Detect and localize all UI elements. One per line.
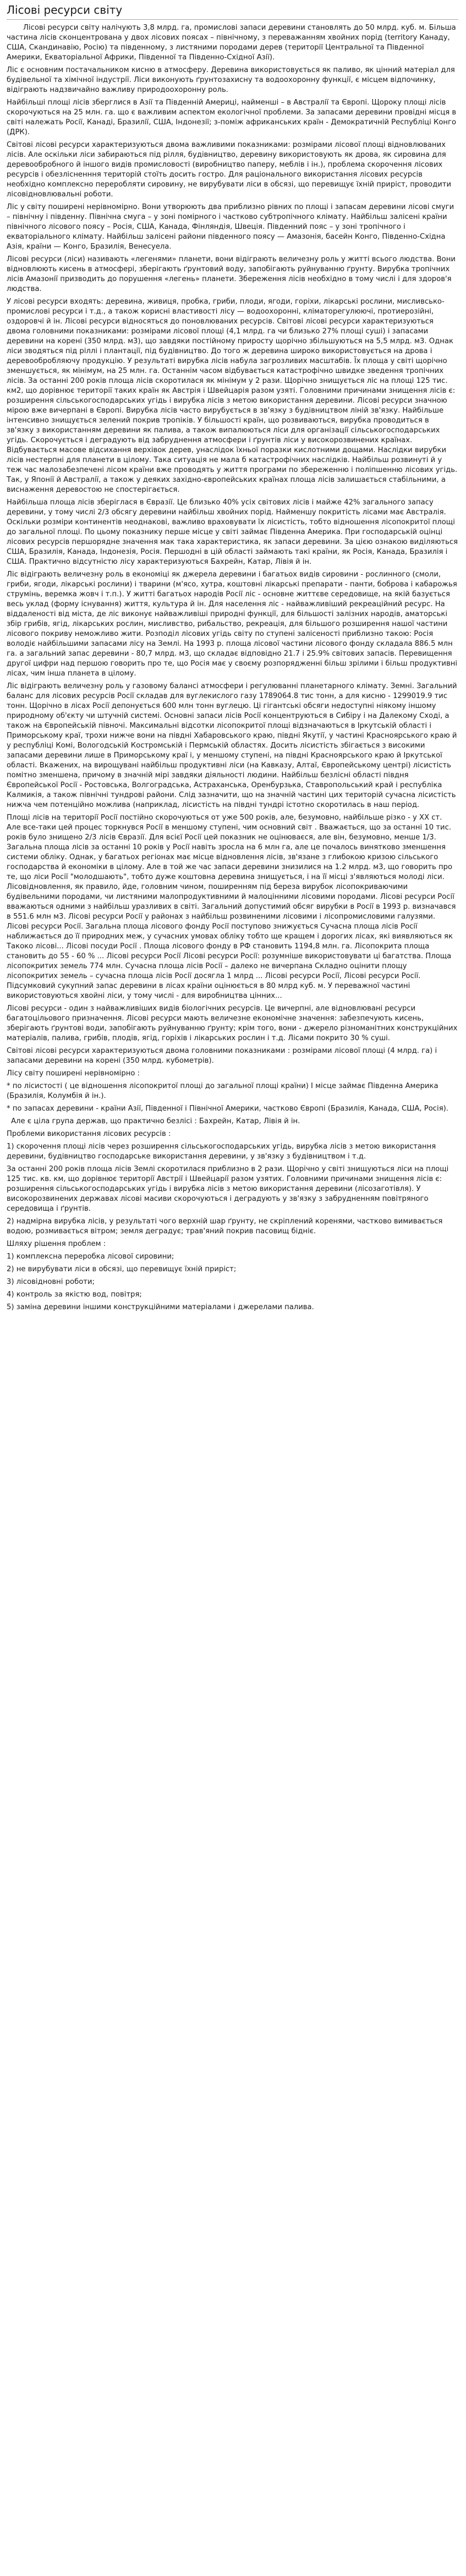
paragraph: У лісові ресурси входять: деревина, живиця, пробка, гриби, плоди, ягоди, горіхи, лікарські рослини, мисливсько-промислові ресурси і т.д., а також корисні властивості лісу — водоохоронні, кліматорегулюючі, протиерозійні, оздоровчі й ін. Лісові ресурси відносяться до поновлюваних ресурсів. Світові лісові ресурси характеризуються двома головними показниками: розмірами лісової площі (4,1 млрд. га чи близько 27% площі суші) і запасами деревини на корені (350 млрд. м3), що завдяки постійному приросту щорічно збільшуються на 5,5 млрд. м3. Однак ліси зводяться під ріллі і плантації, під будівництво. До того ж деревина широко використовується на дрова і деревообробляючу продукцію. У результаті вирубка лісів набула загрозливих масштабів. Їх площа у світі щорічно зменшується, як мінімум, на 25 млн. га. Останнім часом відбувається катастрофічно швидке зведення тропічних лісів. За останні 200 років площа лісів скоротилася як мінімум у 2 рази. Щорічно знищується ліс на площі 125 тис. км2, що дорівнює території таких країн як Австрія і Швейцарія разом узяті. Головними причинами знищення лісів є: розширення сільськогосподарських угідь і вирубка лісів з метою використання деревини. Лісові ресурси значною мірою вже вичерпані в Європі. Вирубка лісів часто вирубується в зв'язку з будівництвом ліній зв'язку. Найбільше інтенсивно знищується зелений покрив тропіків. У більшості країн, що розвиваються, вирубка проводиться в зв'язку з використанням деревини як палива, а також випалюються ліси для організації сільськогосподарських угідь. Скорочується і деградують від забруднення атмосфери і ґрунтів ліси у високорозвинених країнах. Відбувається масове відсихання верхівок дерев, унаслідок їхньої поразки кислотними дощами. Наслідки вирубки лісів нестерпні для планети в цілому. Така ситуація не мала б катастрофічних наслідків. Найбільш розвинуті й у теж час малозабезпечені лісом країни вже проводять у життя програми по збереженню і поліпшенню лісових угідь. Так, у Японії й Австралії, а також у деяких західно-європейських країнах площа лісів залишається стабільними, а виснаження деревостою не спостерігається. [7,298,458,494]
paragraph: Лісові ресурси світу налічують 3,8 млрд. га, промислові запаси деревини становлять до 50 млрд. куб. м. Більша частина лісів сконцентрована у двох лісових поясах – північному, з переважанням хвойних порід (territory Канаду, США, Скандинавію, Росію) та південному, з листяними породами дерев (території Центральної та Південної Америки, Екваторіальної Африки, Південної та Південно-Східної Азії). [7,24,456,62]
paragraph: Лісові ресурси - один з найважливіших видів біологічних ресурсів. Це вичерпні, але відновлювані ресурси багатоцільового призначення. Лісові ресурси мають величезне економічне значення: забезпечують кисень, зберігають ґрунтові води, запобігають руйнуванню ґрунту; крім того, вони - джерело різноманітних конструкційних матеріалів, палива, грибів, плодів, ягід, горіхів і лікарських рослин і т.д. Лісами покрито 30 % суші. [7,1004,458,1042]
paragraph: Ліс відіграють величезну роль в економіці як джерела деревини і багатьох видів сировини - рослинного (смоли, гриби, ягоди, лікарські рослини) і тварини (м'ясо, хутра, коштовні лікарські препарати - панти, боброва і кабарожья струмінь, веремка жовч і т.п.). У житті багатьох народів Росії ліс - основне життєве середовище, на якій базується весь уклад (форму існування) життя, культура й ін. Для населення ліс - найважливіший рекреаційний ресурс. На віддаленості від міста, де ліс виконує найважливіші природні функції, для більшості залізних народів, аматорські збір грибів, ягід, лікарських рослин, мисливство, рибальство, рекреація, для більшого розширення нашої частини лісового покриву неможливо жити. Розподіл лісових угідь світу по ступені залісеності приблизно такою: Росія володіє найбільшими запасами лісу на Землі. На 1993 р. площа лісової частини лісового фонду складала 886.5 млн га. а загальний запас деревини - 80,7 млрд. м3, що складає відповідно 21.7 і 25.9% світових запасів. Перевищення другої цифри над першою говорить про те, що Росія має у своєму розпорядженні більш зрілими і більш продуктивні лісах, чим інша планета в цілому. [7,570,458,678]
paragraph: 3) лісовідновні роботи; [7,1278,95,1286]
paragraph: 2) надмірна вирубка лісів, у результаті чого верхній шар ґрунту, не скріплений коренями, частково вимивається водою, розмивається вітром; земля деградує; трав'яний покрив пасовищ бідніє. [7,1217,443,1235]
paragraph: 4) контроль за якістю вод, повітря; [7,1290,142,1299]
page-title: Лісові ресурси світу [7,3,458,20]
paragraph: Шляху рішення проблем : [7,1240,106,1248]
paragraph: Лісові ресурси (ліси) називають «легенями» планети, вони відіграють величезну роль у житті всього людства. Вони відновлюють кисень в атмосфері, зберігають ґрунтовий воду, запобігають руйнуванню ґрунту. Вирубка тропічних лісів Амазонії призводить до порушення «легень» планети. Збереження лісів необхідно в тому числі і для здоров'я людства. [7,255,456,293]
paragraph: Найбільша площа лісів зберіглася в Євразії. Це близько 40% усіх світових лісів і майже 42% загального запасу деревини, у тому числі 2/3 обсягу деревини найбільш хвойних порід. Найменшу покритість лісами має Австралія. Оскільки розміри континентів неоднакові, важливо враховувати їх лісистість, тобто відношення лісопокритої площі до загальної площі. По цьому показнику перше місце у світі займає Південна Америка. При господарській оцінці лісових ресурсів першорядне значення мак така характеристика, як запаси деревини. За цією ознакою виділяються США, Бразилія, Канада, Індонезія, Росія. Першодні в цій області займають такі країни, як Росія, Канада, Бразилія і США. Практично відсутністю лісу характеризуються Бахрейн, Катар, Лівія й ін. [7,498,458,566]
paragraph: Площі лісів на території Росії постійно скорочуються от уже 500 років, але, безумовно, найбільше різко - у XX ст. Але все-таки цей процес торкнувся Росії в меншому ступені, чим основний світ . Вважається, що за останні 10 тис. років було знищено 2/3 лісів Євразії. Для всієї Росії цей показник не оцінюваєся, але він, безумовно, менше 1/3. Загальна площа лісів за останні 10 років у Росії навіть зросла на 6 млн га, але це почалось винятково зменшення системи обліку. Однак, у багатьох регіонах має місце відновлення лісів, зв'язане з глибокою кризою сільського господарства й економіки в цілому. Але в той же час запаси деревини знизилися на 1.2 млрд. м3, що говорить про те, що ліси Росії "молодшають", тобто дуже коштовна деревина знищується, і на її місці з'являються молоді ліси. Лісовідновлення, як правило, йде, головним чином, поширенням під береза вирубок лісопокриваючими будівельними породами, чи листяними малопродуктивними й малоцінними лісовими породами. Лісові ресурси Росії вважаються одними з найбільш уразливих в світі. Загальний допустимий обсяг вирубки в Росії в 1993 р. визначався в 551.6 млн м3. Лісові ресурси Росії у районах з найбільш розвиненими лісовими і лісопромисловими галузями. Лісові ресурси Росії. Загальна площа лісового фонду Росії поступово знижується Сучасна площа лісів Росії наближається до її природних меж, у сучасних умовах обліку тобто ще кращем і дорогих лісах, які виявляються як Такоко лісові... Лісові посуди Росії . Площа лісового фонду в РФ становить 1194,8 млн. га. Лісопокрита площа становить до 55 - 60 % ... Лісові ресурси Росії Лісові ресурси Росії: розумніше використовувати ці багатства. Площа лісопокритих земель 774 млн. Сучасна площа лісів Росії – далеко не вичерпана Складно оцінити площу лісопокритих земель – сучасна площа лісів Росії досягла 1 млрд ... Лісові ресурси Росії, Лісові ресурси Росії. Підсумковий сукупний запас деревини в лісах країни оцінюється в 80 млрд куб. м. У переважної частині використовуються хвойні ліси, у тому числі - для виробництва цінних... [7,814,456,1000]
paragraph: Світові лісові ресурси характеризуються двома головними показниками : розмірами лісової площі (4 млрд. га) і запасами деревини на корені (350 млрд. кубометрів). [7,1047,437,1065]
paragraph: За останні 200 років площа лісів Землі скоротилася приблизно в 2 рази. Щорічно у світі знищуються ліси на площі 125 тис. кв. км, що дорівнює території Австрії і Швейцарії разом узятих. Головними причинами знищення лісів є: розширення сільськогосподарських угідь і вирубка лісів з метою використання деревини (лісозаготівля). У високорозвинених державах лісові масиви скорочуються і деградують у зв'язку з забрудненням повітряного середовища і ґрунтів. [7,1165,449,1213]
paragraph: Проблеми використання лісових ресурсів : [7,1130,171,1138]
paragraph: Ліс відіграють величезну роль у газовому балансі атмосфери і регулюванні планетарного клімату. Земні. Загальний баланс для лісових ресурсів Росії складав для вуглекислого газу 1789064.8 тис тонн, а для кисню - 1299019.9 тис тонн. Щорічно в лісах Росії депонується 600 млн тонн вуглецю. Ці гігантські обсяги недоступні ніякому іншому природному об'єкту чи штучній системі. Основні запаси лісів Росії концентруються в Сибіру і на Далекому Сході, а також на Європейській півночі. Максимальні відсотки лісопокритої площі відзначаються в Іркутській області і Приморському краї, трохи нижче вони на півдні Хабаровського краю, півдні Якутії, у частині Красноярського краю й у республіці Комі, Вологодській Костромській і Пермській областях. Досить лісистість збігається з високими запасами деревини лише в Приморському краї і, у меншому ступені, на півдні Красноярського краю й Іркутської області. Вкажених, на вирощувані найбільш продуктивні ліси (на Кавказу, Алтаї, Європейському центрі) лісистість помітно зменшена, причому в значній мірі завдяки діяльності людини. Найбільш безлісні області півдня Європейської Росії - Ростовська, Волгоградська, Астраханська, Оренбурзька, Ставропольський край і республіка Калмикія, а також північні тундрові райони. Слід зазначити, що на значній частині цих територій сучасна лісистість нижча чем потенційно можлива (наприклад, лісистість на півдні тундрі істотно скоротилась в наш період. [7,682,457,809]
paragraph: 5) заміна деревини іншими конструкційними матеріалами і джерелами палива. [7,1303,314,1311]
paragraph: 1) скорочення площі лісів через розширення сільськогосподарських угідь, вирубка лісів з метою використання деревини, будівництво господарське використання деревини, у зв'язку з будівництвом і т.д. [7,1143,436,1161]
paragraph: 1) комплексна переробка лісової сировини; [7,1253,174,1261]
paragraph: * по лісистості ( це відношення лісопокритої площі до загальної площі країни) I місце займає Південна Америка (Бразилія, Колумбія й ін.). [7,1082,438,1100]
paragraph: Ліс у світу поширені нерівномірно. Вони утворюють два приблизно рівних по площі і запасам деревини лісові смуги – північну і південну. Північна смуга – у зоні помірного і частково субтропічного клімату. Найбільш залісені країни північного лісового поясу – Росія, США, Канада, Фінляндія, Швеція. Південний пояс – у зоні тропічного і екваторіального клімату. Найбільш залісені райони південного поясу — Амазонія, басейн Конго, Південно-Східна Азія, країни — Конго, Бразилія, Венесуела. [7,203,454,251]
article-body [7,23,458,1312]
paragraph: 2) не вирубувати ліси в обсязі, що перевищує їхній приріст; [7,1265,237,1273]
paragraph: * по запасах деревини - країни Азії, Південної і Північної Америки, частково Європі (Бразилія, Канада, США, Росія). [7,1105,448,1113]
paragraph: Світові лісові ресурси характеризуються двома важливими показниками: розмірами лісової площі відновлюваних лісів. Але оскільки ліси забираються під рілля, будівництво, деревину використовують як дрова, як сировина для деревообробного й іншого видів промисловості (виробництво паперу, меблів і ін.), проблема скорочення лісових ресурсів і обезлісненння територій стоїть досить гостро. Для раціонального використання лісових ресурсів необхідно комплексно переробляти сировину, не вирубувати ліси в обсязі, що перевищує їхній приріст, проводити лісовідновлювальні роботи. [7,141,452,199]
paragraph: Лісу світу поширені нерівномірно : [7,1069,140,1078]
paragraph: Найбільші площі лісів зберглися в Азії та Південній Америці, найменші – в Австралії та Європі. Щороку площі лісів скорочуються на 25 млн. га. що є важливим аспектом екологічної проблеми. За запасами деревини провідні місця в світі належать Росії, Канаді, Бразилії, США, Індонезії; з-поміж африканських країн - Демократичній Республіці Конго (ДРК). [7,98,457,136]
paragraph: Ліс є основним постачальником кисню в атмосферу. Деревина використовується як паливо, як цінний матеріал для будівельної та хімічної індустрії. Ліси виконують ґрунтозахисну та водоохоронну функції, є місцем відпочинку, відіграють надзвичайно важливу природоохоронну роль. [7,66,455,94]
paragraph: Але є ціла група держав, що практично безлісі : Бахрейн, Катар, Лівія й ін. [11,1117,300,1125]
